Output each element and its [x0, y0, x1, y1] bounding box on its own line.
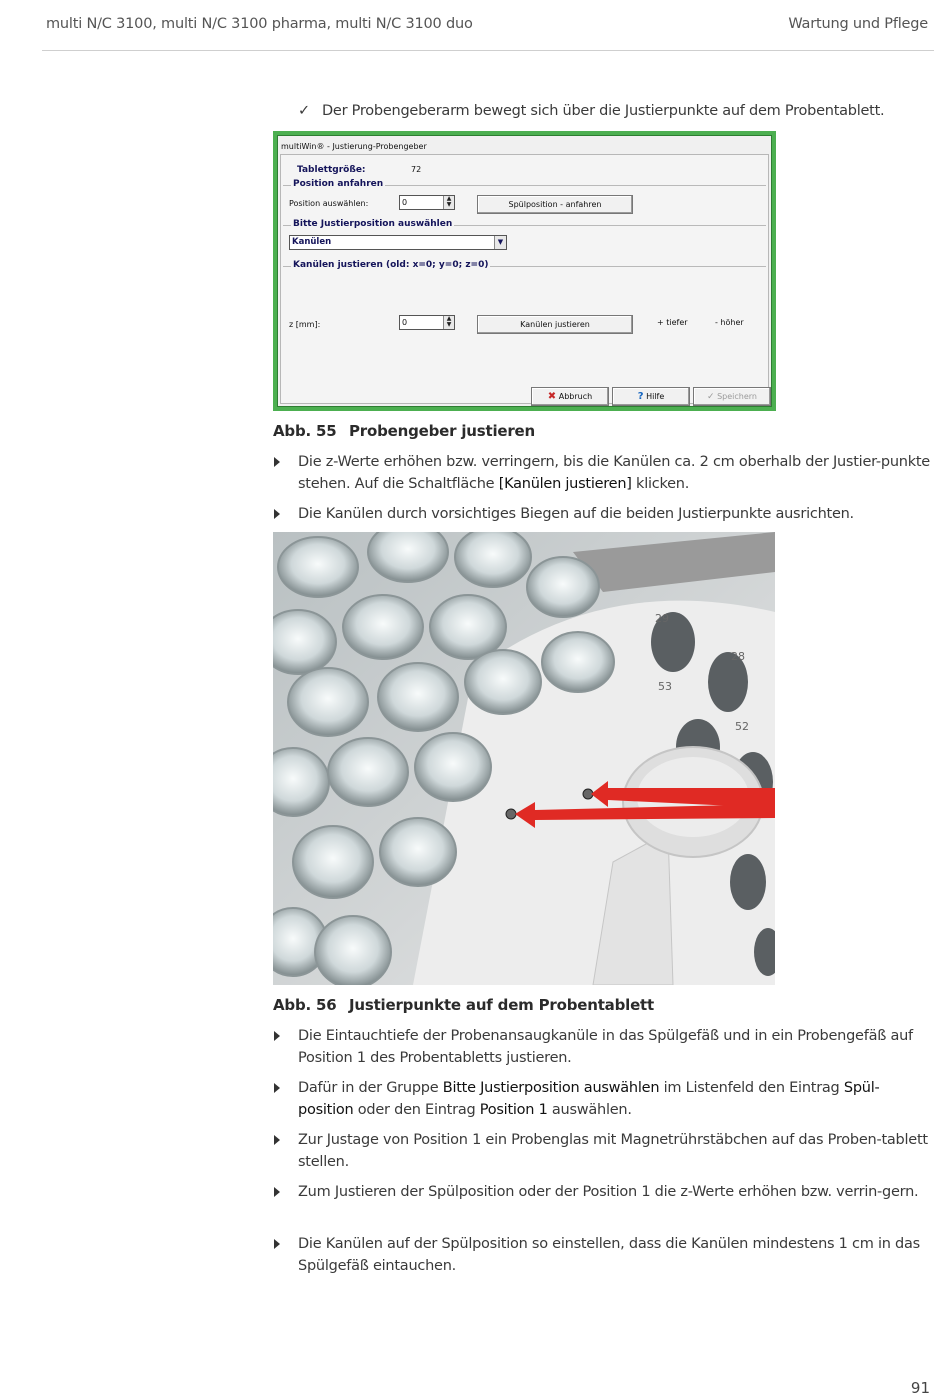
help-icon: ?	[637, 391, 644, 402]
figure-title: Probengeber justieren	[349, 422, 536, 440]
spinner-arrows-icon[interactable]: ▲ ▼	[443, 196, 454, 209]
list-item	[273, 1129, 933, 1173]
check-mark-icon: ✓	[298, 103, 310, 119]
position-value: 0	[402, 198, 408, 207]
list-item	[273, 1025, 933, 1069]
dialog-title: multiWin® - Justierung-Probengeber	[281, 142, 427, 151]
save-button[interactable]	[693, 387, 771, 406]
page-number: 91	[910, 1379, 930, 1397]
figure-number: Abb. 55	[273, 422, 337, 440]
bullet-arrow-icon	[274, 457, 280, 467]
bullet-arrow-icon	[274, 1187, 280, 1197]
position-select-label: Position auswählen:	[289, 199, 369, 208]
tray-number: 28	[731, 650, 745, 663]
ui-reference: Position 1	[479, 1102, 548, 1118]
adjust-position-combobox[interactable]	[289, 235, 507, 250]
bullet-arrow-icon	[274, 509, 280, 519]
deeper-hint: + tiefer	[657, 318, 688, 327]
spinner-arrows-icon[interactable]: ▲ ▼	[443, 316, 454, 329]
list-item-text: Dafür in der Gruppe	[298, 1080, 443, 1096]
tray-photo-drawing	[273, 532, 775, 985]
cancel-button-label: Abbruch	[558, 392, 593, 401]
save-button-label: Speichern	[717, 392, 757, 401]
header-section-title: Wartung und Pflege	[788, 16, 928, 32]
z-spinner[interactable]	[399, 315, 455, 330]
group-adjust-cannula-label: Kanülen justieren (old: x=0; y=0; z=0)	[293, 260, 489, 270]
figure-number: Abb. 56	[273, 996, 337, 1014]
list-item-text: Zur Justage von Position 1 ein Probenglas mit Magnetrührstäbchen auf das Proben-tablett stellen.	[298, 1132, 928, 1170]
list-item-text: oder den Eintrag	[353, 1102, 480, 1118]
check-icon: ✓	[706, 392, 715, 402]
list-item-text: Die Kanülen durch vorsichtiges Biegen auf die beiden Justierpunkte ausrichten.	[298, 506, 854, 522]
list-item-text: Die z-Werte erhöhen bzw. verringern, bis die Kanülen ca. 2 cm oberhalb der Justier-punkte stehen. Auf die Schaltfläche	[298, 454, 930, 492]
adjust-cannula-button[interactable]: Kanülen justieren	[477, 315, 633, 334]
z-label: z [mm]:	[289, 320, 321, 329]
tray-number: 29	[655, 612, 669, 625]
group-position-label: Position anfahren	[293, 179, 384, 189]
chevron-down-icon[interactable]: ▼	[494, 236, 506, 249]
help-button-label: Hilfe	[646, 392, 665, 401]
bullet-arrow-icon	[274, 1083, 280, 1093]
list-item-text: Zum Justieren der Spülposition oder der Position 1 die z-Werte erhöhen bzw. verrin-gern.	[298, 1184, 919, 1200]
list-item	[273, 451, 933, 495]
adjustment-dialog	[273, 131, 776, 411]
tray-number: 52	[735, 720, 749, 733]
result-line	[298, 100, 938, 122]
header-document-title: multi N/C 3100, multi N/C 3100 pharma, multi N/C 3100 duo	[46, 16, 473, 32]
bullet-arrow-icon	[274, 1031, 280, 1041]
group-adjust-select-label: Bitte Justierposition auswählen	[293, 219, 453, 229]
figure-title: Justierpunkte auf dem Probentablett	[349, 996, 654, 1014]
figure-caption-56	[273, 996, 654, 1014]
ui-reference: Spül-position	[298, 1080, 880, 1118]
position-spinner[interactable]	[399, 195, 455, 210]
dialog-window	[277, 135, 772, 407]
tray-number: 53	[658, 680, 672, 693]
header-divider	[42, 50, 934, 51]
list-item-text: Die Eintauchtiefe der Probenansaugkanüle in das Spülgefäß und in ein Probengefäß auf Position 1 des Probentabletts justieren.	[298, 1028, 913, 1066]
button-reference: [Kanülen justieren]	[498, 476, 632, 492]
tray-size-value: 72	[411, 165, 422, 174]
list-item-text: Die Kanülen auf der Spülposition so einstellen, dass die Kanülen mindestens 1 cm in das Spülgefäß eintauchen.	[298, 1236, 920, 1274]
close-icon: ✖	[547, 391, 557, 402]
higher-hint: - höher	[715, 318, 744, 327]
bullet-arrow-icon	[274, 1135, 280, 1145]
dialog-client-area	[280, 154, 769, 404]
z-value: 0	[402, 318, 408, 327]
tray-size-label: Tablettgröße:	[297, 165, 366, 175]
figure-caption-55	[273, 422, 535, 440]
rinse-position-button[interactable]: Spülposition - anfahren	[477, 195, 633, 214]
list-item	[273, 503, 933, 525]
help-button[interactable]	[612, 387, 690, 406]
list-item	[273, 1077, 933, 1121]
cancel-button[interactable]	[531, 387, 609, 406]
list-item	[273, 1181, 933, 1203]
list-item	[273, 1233, 933, 1277]
bullet-arrow-icon	[274, 1239, 280, 1249]
list-item-text: auswählen.	[547, 1102, 632, 1118]
list-item-text: im Listenfeld den Eintrag	[659, 1080, 844, 1096]
list-item-text: klicken.	[631, 476, 690, 492]
ui-reference: Bitte Justierposition auswählen	[442, 1080, 660, 1096]
result-text: Der Probengeberarm bewegt sich über die Justierpunkte auf dem Probentablett.	[322, 103, 885, 119]
tray-photo	[273, 532, 775, 985]
combo-value: Kanülen	[292, 237, 332, 247]
